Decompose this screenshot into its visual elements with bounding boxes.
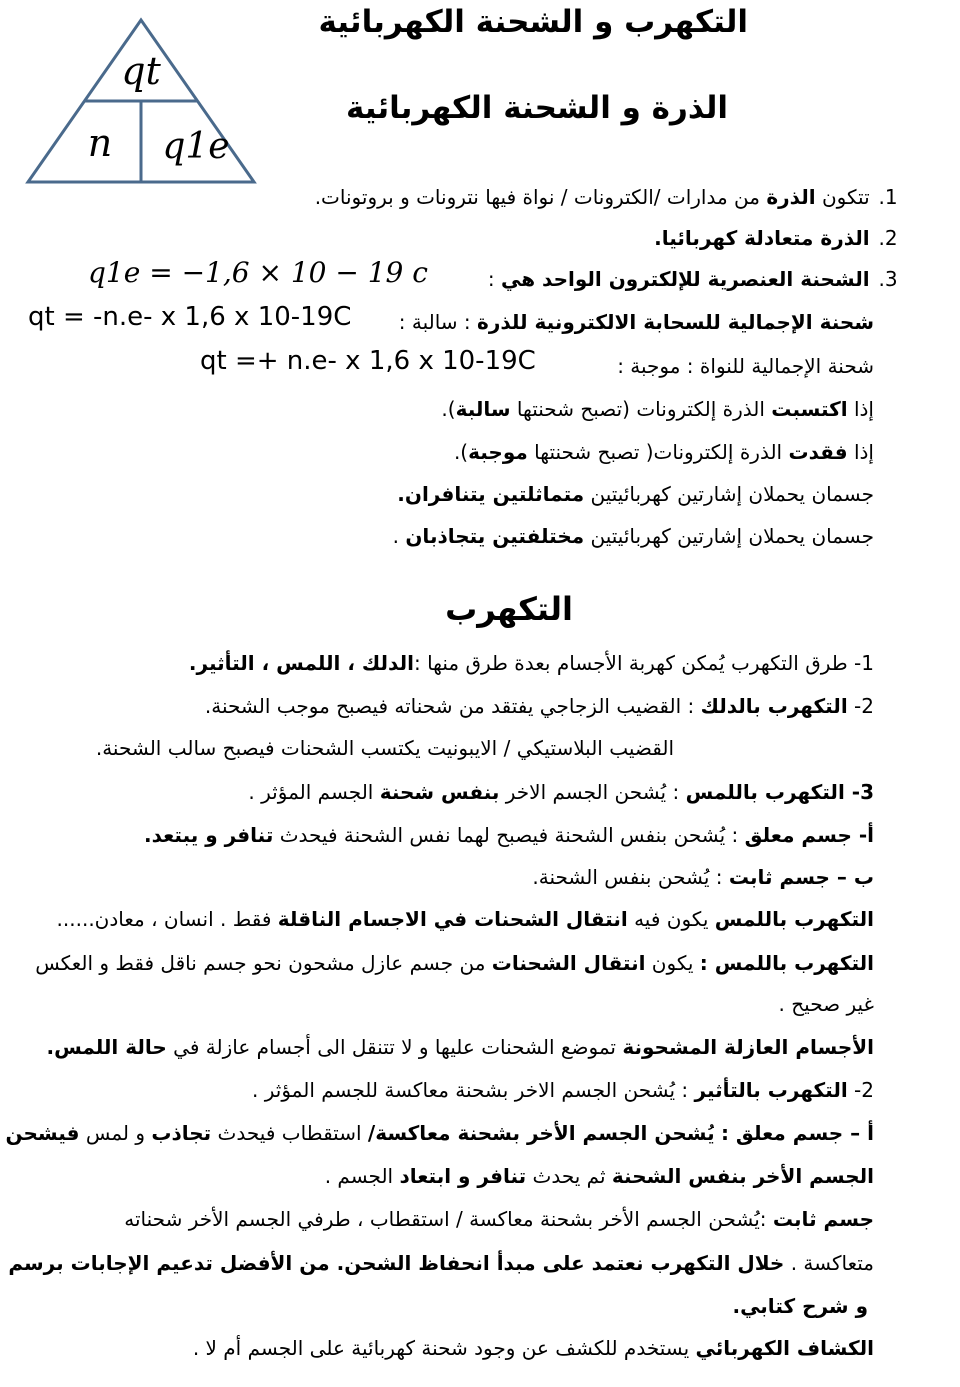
electrification-line-8: التكهرب باللمس : يكون انتقال الشحنات من جسم عازل مشحون نحو جسم ناقل فقط و العكس xyxy=(35,951,874,975)
atom-item-3: 3. الشحنة العنصرية للإلكترون الواحد هي : xyxy=(487,267,898,291)
triangle-label-qt: qt xyxy=(121,49,161,93)
electrification-line-7: التكهرب باللمس يكون فيه انتقال الشحنات في الاجسام الناقلة فقط . انسان ، معادن...... xyxy=(56,907,874,931)
electrification-line-5: أ- جسم معلق : يُشحن بنفس الشحنة فيصبح لهما نفس الشحنة فيحدث تنافر و يبتعد. xyxy=(143,823,874,847)
electrification-line-6: ب – جسم ثابت : يُشحن بنفس الشحنة. xyxy=(532,865,874,889)
electrification-line-11: أ – جسم معلق : يُشحن الجسم الأخر بشحنة معاكسة/ استقطاب فيحدث تجاذب و لمس فيشحن xyxy=(5,1121,874,1145)
triangle-label-q1e: q1e xyxy=(162,126,230,167)
electrification-line-4: 3- التكهرب باللمس : يُشحن الجسم الاخر بنفس شحنة الجسم المؤثر . xyxy=(248,780,874,804)
nucleus-charge-formula: qt =+ n.e- x 1,6 x 10-19C xyxy=(200,346,536,376)
nucleus-charge-line: شحنة الإجمالية للنواة : موجبة : xyxy=(617,354,874,378)
different-charges-line: جسمان يحملان إشارتين كهربائيتين مختلفتين يتجاذبان . xyxy=(392,524,874,548)
main-title: التكهرب و الشحنة الكهربائية xyxy=(318,4,748,40)
cloud-charge-line: شحنة الإجمالية للسحابة الالكترونية للذرة : سالبة : xyxy=(398,310,874,334)
same-charges-line: جسمان يحملان إشارتين كهربائيتين متماثلتين يتنافران. xyxy=(397,482,874,506)
atom-item-2: 2. الذرة متعادلة كهربائيا. xyxy=(654,226,898,250)
sub-title: الذرة و الشحنة الكهربائية xyxy=(346,90,728,126)
gain-electrons-line: إذا اكتسبت الذرة إلكترونات (تصبح شحنتها سالبة). xyxy=(441,397,874,421)
charge-triangle-diagram xyxy=(24,16,260,188)
electrification-line-15: و شرح كتابي. xyxy=(732,1294,868,1318)
elementary-charge-formula: q1e = −1,6 × 10 − 19 c xyxy=(88,256,428,289)
electrification-line-14: متعاكسة . خلال التكهرب نعتمد على مبدأ انحفاظ الشحن. من الأفضل تدعيم الإجابات برسم xyxy=(8,1251,874,1275)
lose-electrons-line: إذا فقدت الذرة إلكترونات( تصبح شحنتها موجبة). xyxy=(453,440,874,464)
electrification-line-8-continued: غير صحيح . xyxy=(778,992,874,1016)
triangle-label-n: n xyxy=(87,121,113,165)
electrification-line-10: 2- التكهرب بالتأثير : يُشحن الجسم الاخر بشحنة معاكسة للجسم المؤثر . xyxy=(252,1078,874,1102)
electrification-line-2: 2- التكهرب بالدلك : القضيب الزجاجي يفتقد من شحناته فيصبح موجب الشحنة. xyxy=(204,694,874,718)
cloud-charge-formula: qt = -n.e- x 1,6 x 10-19C xyxy=(28,302,352,332)
electrification-line-1: 1- طرق التكهرب يُمكن كهربة الأجسام بعدة طرق منها :الدلك ، اللمس ، التأثير. xyxy=(188,651,874,675)
section-title-electrification: التكهرب xyxy=(445,590,573,628)
electrification-line-3: القضيب البلاستيكي / الايبونيت يكتسب الشحنات فيصبح سالب الشحنة. xyxy=(95,736,674,760)
electrification-line-12: الجسم الأخر بنفس الشحنة ثم يحدث تنافر و ابتعاد الجسم . xyxy=(324,1164,874,1188)
electrification-line-13: جسم ثابت :يُشحن الجسم الأخر بشحنة معاكسة / استقطاب ، طرفي الجسم الأخر شحناته xyxy=(124,1207,874,1231)
electroscope-line: الكشاف الكهربائي يستخدم للكشف عن وجود شحنة كهربائية على الجسم أم لا . xyxy=(192,1336,874,1360)
electrification-line-9: الأجسام العازلة المشحونة تموضع الشحنات عليها و لا تتنقل الى أجسام عازلة في حالة اللمس. xyxy=(46,1035,874,1059)
atom-item-1: 1. تتكون الذرة من مدارات /الكترونات / نواة فيها نترونات و بروتونات. xyxy=(314,185,898,209)
